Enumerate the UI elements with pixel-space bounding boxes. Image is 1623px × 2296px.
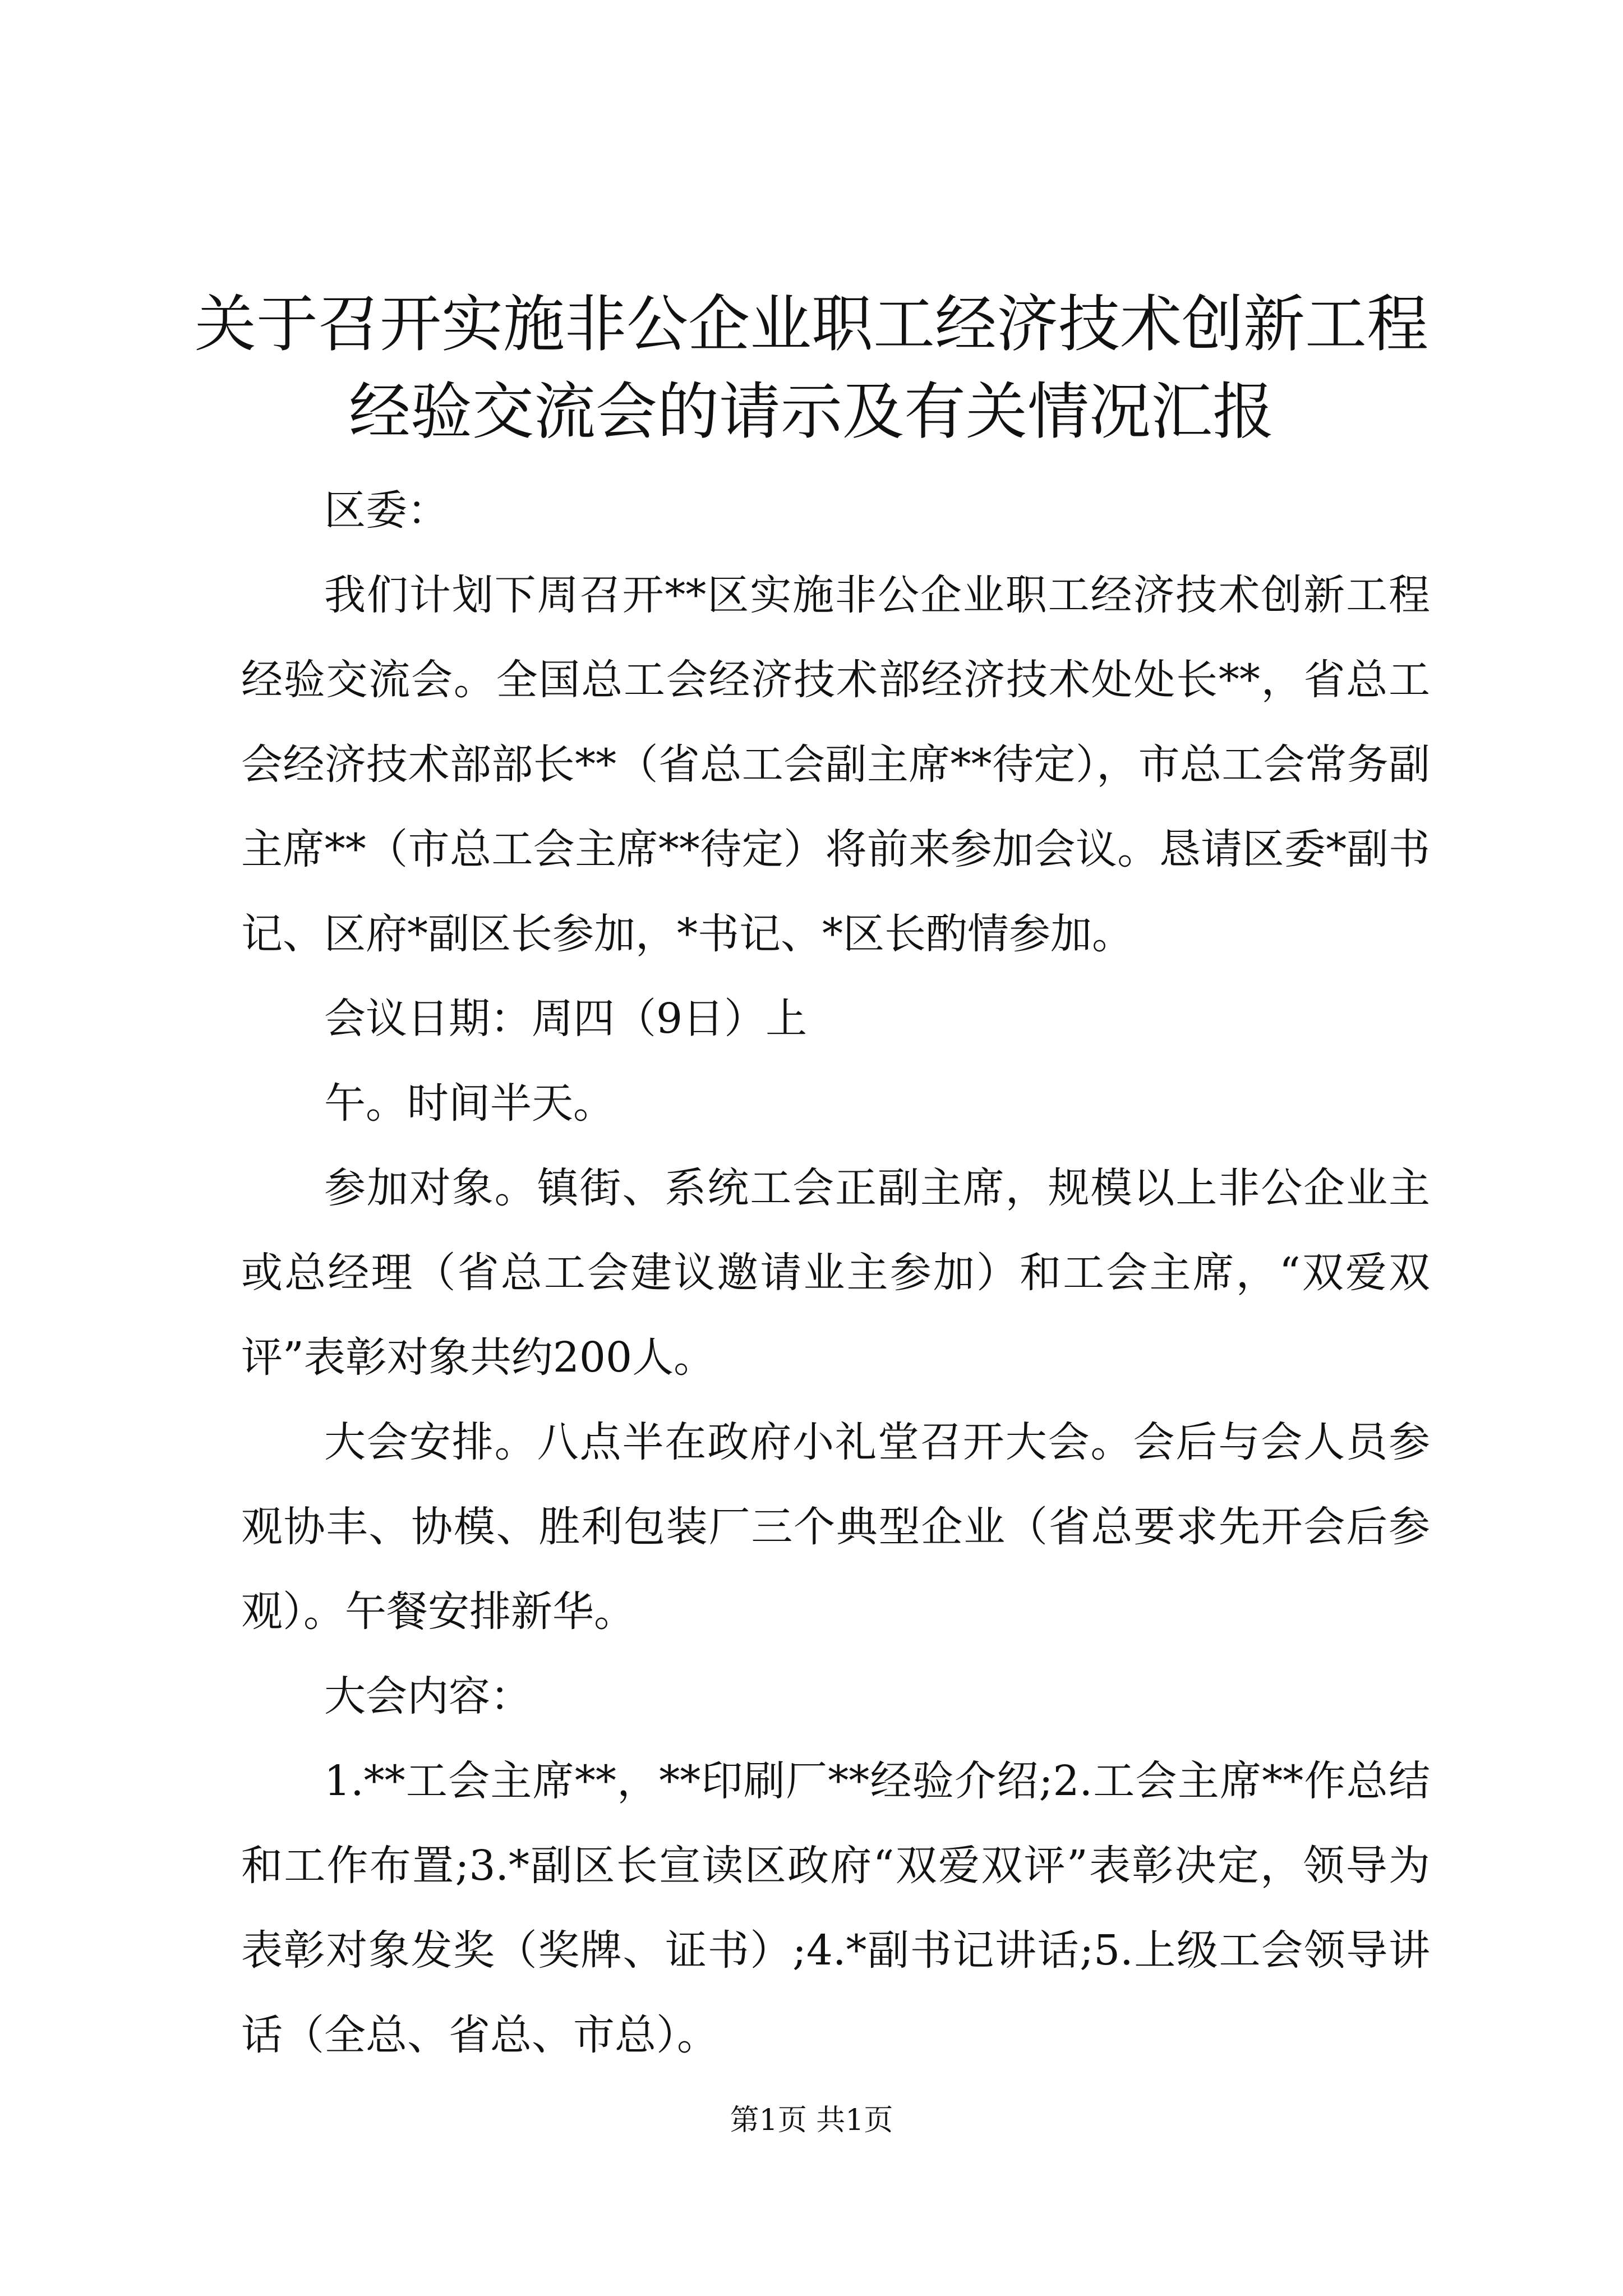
document-body [241,468,1430,2078]
document-title [168,280,1455,455]
paragraph-content-items: 1.**工会主席**，**印刷厂**经验介绍;2.工会主席**作总结和工作布置;3.*副区长宣读区政府“双爱双评”表彰决定，领导为表彰对象发奖（奖牌、证书）;4.*副书记讲话;5.上级工会领导讲话（全总、省总、市总）。 [241,1757,1430,2059]
paragraph-arrangement: 大会安排。八点半在政府小礼堂召开大会。会后与会人员参观协丰、协模、胜利包装厂三个典型企业（省总要求先开会后参观）。午餐安排新华。 [241,1418,1430,1636]
paragraph-meeting-date: 会议日期：周四（9日）上 [324,995,808,1043]
paragraph-intro: 我们计划下周召开**区实施非公企业职工经济技术创新工程经验交流会。全国总工会经济技术部经济技术处处长**，省总工会经济技术部部长**（省总工会副主席**待定），市总工会常务副主席**（市总工会主席**待定）将前来参加会议。恳请区委*副书记、区府*副区长参加，*书记、*区长酌情参加。 [241,571,1430,958]
paragraph-content-heading: 大会内容： [324,1672,532,1720]
title-line-1: 关于召开实施非公企业职工经济技术创新工程 [195,288,1428,360]
title-line-2: 经验交流会的请示及有关情况汇报 [349,376,1274,448]
paragraph-participants: 参加对象。镇街、系统工会正副主席，规模以上非公企业主或总经理（省总工会建议邀请业主参加）和工会主席，“双爱双评”表彰对象共约200人。 [241,1164,1430,1382]
paragraph-meeting-time: 午。时间半天。 [324,1079,615,1128]
salutation: 区委： [324,486,449,535]
page-footer: 第1页 共1页 [730,2104,893,2137]
